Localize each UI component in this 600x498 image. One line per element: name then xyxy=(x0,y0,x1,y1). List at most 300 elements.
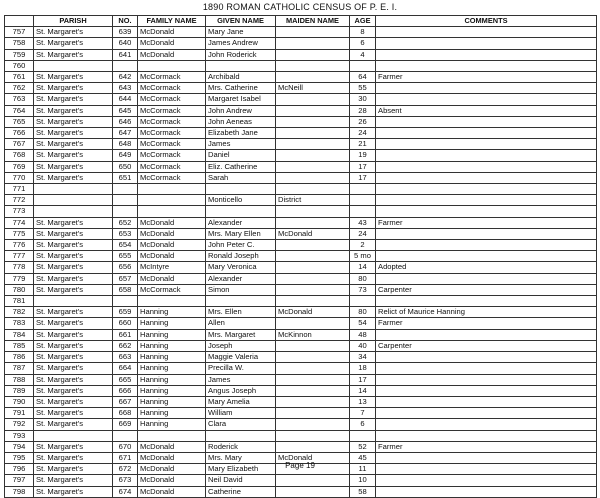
row-number-cell: 777 xyxy=(5,251,34,262)
age-cell: 14 xyxy=(350,385,376,396)
age-cell xyxy=(350,60,376,71)
maiden-name-cell xyxy=(276,172,350,183)
parish-cell: St. Margaret's xyxy=(34,128,113,139)
row-number-cell: 778 xyxy=(5,262,34,273)
maiden-name-cell xyxy=(276,273,350,284)
row-number-cell: 781 xyxy=(5,296,34,307)
given-name-cell: Mrs. Catherine xyxy=(206,83,276,94)
given-name-cell: James xyxy=(206,139,276,150)
age-cell: 4 xyxy=(350,49,376,60)
family-name-cell: McCormack xyxy=(138,83,206,94)
header-age: AGE xyxy=(350,16,376,27)
maiden-name-cell xyxy=(276,105,350,116)
entry-number-cell: 639 xyxy=(113,27,138,38)
parish-cell: St. Margaret's xyxy=(34,363,113,374)
parish-cell xyxy=(34,206,113,217)
parish-cell: St. Margaret's xyxy=(34,105,113,116)
given-name-cell: Alexander xyxy=(206,217,276,228)
maiden-name-cell xyxy=(276,419,350,430)
given-name-cell: John Peter C. xyxy=(206,240,276,251)
maiden-name-cell xyxy=(276,296,350,307)
maiden-name-cell xyxy=(276,475,350,486)
given-name-cell xyxy=(206,60,276,71)
given-name-cell: James xyxy=(206,374,276,385)
table-row xyxy=(5,184,597,195)
table-row xyxy=(5,441,597,452)
comments-cell xyxy=(376,374,597,385)
age-cell: 58 xyxy=(350,486,376,497)
parish-cell: St. Margaret's xyxy=(34,150,113,161)
family-name-cell: Hanning xyxy=(138,408,206,419)
parish-cell: St. Margaret's xyxy=(34,94,113,105)
parish-cell: St. Margaret's xyxy=(34,464,113,475)
entry-number-cell: 643 xyxy=(113,83,138,94)
header-maiden-name: MAIDEN NAME xyxy=(276,16,350,27)
table-row xyxy=(5,419,597,430)
family-name-cell: McCormack xyxy=(138,139,206,150)
family-name-cell xyxy=(138,195,206,206)
entry-number-cell: 640 xyxy=(113,38,138,49)
entry-number-cell: 656 xyxy=(113,262,138,273)
age-cell: 24 xyxy=(350,128,376,139)
given-name-cell: Daniel xyxy=(206,150,276,161)
given-name-cell xyxy=(206,206,276,217)
age-cell: 80 xyxy=(350,273,376,284)
family-name-cell: McDonald xyxy=(138,49,206,60)
given-name-cell xyxy=(206,184,276,195)
comments-cell xyxy=(376,251,597,262)
header-family-name: FAMILY NAME xyxy=(138,16,206,27)
comments-cell xyxy=(376,396,597,407)
parish-cell: St. Margaret's xyxy=(34,172,113,183)
table-row xyxy=(5,94,597,105)
entry-number-cell: 665 xyxy=(113,374,138,385)
family-name-cell xyxy=(138,206,206,217)
parish-cell: St. Margaret's xyxy=(34,284,113,295)
row-number-cell: 765 xyxy=(5,116,34,127)
family-name-cell: Hanning xyxy=(138,318,206,329)
given-name-cell: Maggie Valeria xyxy=(206,352,276,363)
page-title: 1890 ROMAN CATHOLIC CENSUS OF P. E. I. xyxy=(202,2,398,12)
maiden-name-cell xyxy=(276,340,350,351)
given-name-cell: Mrs. Mary Ellen xyxy=(206,228,276,239)
comments-cell xyxy=(376,240,597,251)
entry-number-cell: 667 xyxy=(113,396,138,407)
header-rownum xyxy=(5,16,34,27)
age-cell: 80 xyxy=(350,307,376,318)
entry-number-cell: 651 xyxy=(113,172,138,183)
family-name-cell: Hanning xyxy=(138,352,206,363)
family-name-cell xyxy=(138,296,206,307)
table-row xyxy=(5,139,597,150)
comments-cell xyxy=(376,430,597,441)
entry-number-cell: 659 xyxy=(113,307,138,318)
maiden-name-cell xyxy=(276,60,350,71)
table-row xyxy=(5,408,597,419)
age-cell: 17 xyxy=(350,374,376,385)
row-number-cell: 792 xyxy=(5,419,34,430)
comments-cell: Adopted xyxy=(376,262,597,273)
family-name-cell: Hanning xyxy=(138,374,206,385)
age-cell: 6 xyxy=(350,38,376,49)
comments-cell: Farmer xyxy=(376,217,597,228)
age-cell xyxy=(350,430,376,441)
comments-cell xyxy=(376,139,597,150)
maiden-name-cell: McDonald xyxy=(276,452,350,463)
row-number-cell: 762 xyxy=(5,83,34,94)
entry-number-cell: 650 xyxy=(113,161,138,172)
family-name-cell: Hanning xyxy=(138,363,206,374)
table-row xyxy=(5,307,597,318)
entry-number-cell: 652 xyxy=(113,217,138,228)
comments-cell: Carpenter xyxy=(376,340,597,351)
row-number-cell: 795 xyxy=(5,452,34,463)
maiden-name-cell xyxy=(276,38,350,49)
entry-number-cell xyxy=(113,195,138,206)
given-name-cell: Mary Jane xyxy=(206,27,276,38)
table-row xyxy=(5,296,597,307)
header-comments: COMMENTS xyxy=(376,16,597,27)
row-number-cell: 797 xyxy=(5,475,34,486)
family-name-cell: McDonald xyxy=(138,273,206,284)
family-name-cell: McDonald xyxy=(138,240,206,251)
maiden-name-cell xyxy=(276,161,350,172)
given-name-cell: Angus Joseph xyxy=(206,385,276,396)
family-name-cell: Hanning xyxy=(138,329,206,340)
row-number-cell: 791 xyxy=(5,408,34,419)
entry-number-cell: 649 xyxy=(113,150,138,161)
row-number-cell: 796 xyxy=(5,464,34,475)
family-name-cell: McIntyre xyxy=(138,262,206,273)
given-name-cell: Clara xyxy=(206,419,276,430)
maiden-name-cell xyxy=(276,72,350,83)
maiden-name-cell xyxy=(276,116,350,127)
row-number-cell: 773 xyxy=(5,206,34,217)
family-name-cell: Hanning xyxy=(138,340,206,351)
maiden-name-cell xyxy=(276,408,350,419)
comments-cell xyxy=(376,363,597,374)
entry-number-cell: 661 xyxy=(113,329,138,340)
table-row xyxy=(5,385,597,396)
comments-cell xyxy=(376,475,597,486)
age-cell: 55 xyxy=(350,83,376,94)
age-cell: 19 xyxy=(350,150,376,161)
parish-cell: St. Margaret's xyxy=(34,374,113,385)
given-name-cell: Elizabeth Jane xyxy=(206,128,276,139)
age-cell xyxy=(350,296,376,307)
table-row xyxy=(5,60,597,71)
parish-cell: St. Margaret's xyxy=(34,441,113,452)
entry-number-cell: 653 xyxy=(113,228,138,239)
maiden-name-cell xyxy=(276,430,350,441)
row-number-cell: 772 xyxy=(5,195,34,206)
given-name-cell: Mary Elizabeth xyxy=(206,464,276,475)
age-cell xyxy=(350,184,376,195)
given-name-cell: Alexander xyxy=(206,273,276,284)
parish-cell: St. Margaret's xyxy=(34,72,113,83)
parish-cell xyxy=(34,430,113,441)
age-cell: 6 xyxy=(350,419,376,430)
family-name-cell: McDonald xyxy=(138,441,206,452)
row-number-cell: 793 xyxy=(5,430,34,441)
table-row xyxy=(5,161,597,172)
row-number-cell: 785 xyxy=(5,340,34,351)
age-cell xyxy=(350,195,376,206)
given-name-cell: William xyxy=(206,408,276,419)
age-cell: 2 xyxy=(350,240,376,251)
comments-cell xyxy=(376,195,597,206)
family-name-cell: McCormack xyxy=(138,172,206,183)
parish-cell: St. Margaret's xyxy=(34,352,113,363)
age-cell: 24 xyxy=(350,228,376,239)
given-name-cell xyxy=(206,296,276,307)
maiden-name-cell xyxy=(276,374,350,385)
parish-cell: St. Margaret's xyxy=(34,139,113,150)
age-cell: 10 xyxy=(350,475,376,486)
maiden-name-cell xyxy=(276,94,350,105)
age-cell: 45 xyxy=(350,452,376,463)
entry-number-cell: 641 xyxy=(113,49,138,60)
table-row xyxy=(5,486,597,497)
table-row xyxy=(5,150,597,161)
page-number: Page 19 xyxy=(285,461,315,470)
parish-cell: St. Margaret's xyxy=(34,228,113,239)
family-name-cell xyxy=(138,60,206,71)
family-name-cell: McDonald xyxy=(138,452,206,463)
age-cell: 5 mo xyxy=(350,251,376,262)
table-row xyxy=(5,206,597,217)
comments-cell xyxy=(376,94,597,105)
table-row xyxy=(5,240,597,251)
comments-cell xyxy=(376,60,597,71)
row-number-cell: 761 xyxy=(5,72,34,83)
table-row xyxy=(5,352,597,363)
parish-cell xyxy=(34,296,113,307)
comments-cell: Farmer xyxy=(376,72,597,83)
comments-cell xyxy=(376,172,597,183)
row-number-cell: 769 xyxy=(5,161,34,172)
given-name-cell: Mrs. Ellen xyxy=(206,307,276,318)
entry-number-cell: 658 xyxy=(113,284,138,295)
given-name-cell: Simon xyxy=(206,284,276,295)
row-number-cell: 764 xyxy=(5,105,34,116)
entry-number-cell: 648 xyxy=(113,139,138,150)
entry-number-cell: 674 xyxy=(113,486,138,497)
comments-cell: Farmer xyxy=(376,318,597,329)
age-cell: 52 xyxy=(350,441,376,452)
age-cell: 43 xyxy=(350,217,376,228)
table-row xyxy=(5,318,597,329)
entry-number-cell: 672 xyxy=(113,464,138,475)
parish-cell: St. Margaret's xyxy=(34,419,113,430)
table-row xyxy=(5,251,597,262)
table-row xyxy=(5,475,597,486)
maiden-name-cell xyxy=(276,240,350,251)
family-name-cell: McDonald xyxy=(138,464,206,475)
given-name-cell: Mrs. Margaret xyxy=(206,329,276,340)
maiden-name-cell xyxy=(276,206,350,217)
parish-cell: St. Margaret's xyxy=(34,262,113,273)
age-cell: 17 xyxy=(350,161,376,172)
entry-number-cell: 670 xyxy=(113,441,138,452)
maiden-name-cell xyxy=(276,184,350,195)
given-name-cell: James Andrew xyxy=(206,38,276,49)
row-number-cell: 766 xyxy=(5,128,34,139)
maiden-name-cell xyxy=(276,262,350,273)
comments-cell xyxy=(376,161,597,172)
parish-cell: St. Margaret's xyxy=(34,340,113,351)
table-row xyxy=(5,262,597,273)
table-row xyxy=(5,284,597,295)
age-cell: 73 xyxy=(350,284,376,295)
parish-cell: St. Margaret's xyxy=(34,486,113,497)
given-name-cell: Archibald xyxy=(206,72,276,83)
maiden-name-cell xyxy=(276,27,350,38)
comments-cell xyxy=(376,296,597,307)
parish-cell: St. Margaret's xyxy=(34,49,113,60)
family-name-cell: McDonald xyxy=(138,38,206,49)
entry-number-cell: 663 xyxy=(113,352,138,363)
table-row xyxy=(5,228,597,239)
comments-cell: Absent xyxy=(376,105,597,116)
table-row xyxy=(5,363,597,374)
entry-number-cell: 655 xyxy=(113,251,138,262)
family-name-cell: McDonald xyxy=(138,27,206,38)
row-number-cell: 789 xyxy=(5,385,34,396)
census-table xyxy=(4,15,597,498)
comments-cell xyxy=(376,352,597,363)
table-row xyxy=(5,128,597,139)
row-number-cell: 767 xyxy=(5,139,34,150)
parish-cell: St. Margaret's xyxy=(34,475,113,486)
age-cell: 28 xyxy=(350,105,376,116)
maiden-name-cell xyxy=(276,441,350,452)
table-row xyxy=(5,195,597,206)
age-cell xyxy=(350,206,376,217)
row-number-cell: 759 xyxy=(5,49,34,60)
age-cell: 64 xyxy=(350,72,376,83)
row-number-cell: 763 xyxy=(5,94,34,105)
family-name-cell: McCormack xyxy=(138,94,206,105)
parish-cell: St. Margaret's xyxy=(34,83,113,94)
parish-cell xyxy=(34,60,113,71)
maiden-name-cell xyxy=(276,486,350,497)
maiden-name-cell xyxy=(276,49,350,60)
family-name-cell: McCormack xyxy=(138,72,206,83)
row-number-cell: 757 xyxy=(5,27,34,38)
maiden-name-cell xyxy=(276,139,350,150)
age-cell: 14 xyxy=(350,262,376,273)
parish-cell: St. Margaret's xyxy=(34,307,113,318)
parish-cell: St. Margaret's xyxy=(34,329,113,340)
given-name-cell: Mary Amelia xyxy=(206,396,276,407)
entry-number-cell xyxy=(113,430,138,441)
table-row xyxy=(5,105,597,116)
row-number-cell: 780 xyxy=(5,284,34,295)
parish-cell: St. Margaret's xyxy=(34,251,113,262)
age-cell: 8 xyxy=(350,27,376,38)
comments-cell: Relict of Maurice Hanning xyxy=(376,307,597,318)
given-name-cell: Roderick xyxy=(206,441,276,452)
given-name-cell: Joseph xyxy=(206,340,276,351)
row-number-cell: 782 xyxy=(5,307,34,318)
comments-cell xyxy=(376,385,597,396)
parish-cell: St. Margaret's xyxy=(34,318,113,329)
table-row xyxy=(5,49,597,60)
comments-cell xyxy=(376,128,597,139)
entry-number-cell: 662 xyxy=(113,340,138,351)
comments-cell xyxy=(376,38,597,49)
family-name-cell: McCormack xyxy=(138,105,206,116)
maiden-name-cell: District xyxy=(276,195,350,206)
row-number-cell: 776 xyxy=(5,240,34,251)
maiden-name-cell xyxy=(276,352,350,363)
header-no: NO. xyxy=(113,16,138,27)
entry-number-cell: 666 xyxy=(113,385,138,396)
entry-number-cell xyxy=(113,296,138,307)
comments-cell xyxy=(376,228,597,239)
entry-number-cell: 669 xyxy=(113,419,138,430)
header-row xyxy=(5,16,597,27)
comments-cell xyxy=(376,83,597,94)
age-cell: 34 xyxy=(350,352,376,363)
row-number-cell: 758 xyxy=(5,38,34,49)
given-name-cell: Ronald Joseph xyxy=(206,251,276,262)
age-cell: 48 xyxy=(350,329,376,340)
entry-number-cell: 642 xyxy=(113,72,138,83)
maiden-name-cell xyxy=(276,150,350,161)
given-name-cell: John Aeneas xyxy=(206,116,276,127)
maiden-name-cell xyxy=(276,251,350,262)
parish-cell: St. Margaret's xyxy=(34,38,113,49)
entry-number-cell: 657 xyxy=(113,273,138,284)
table-row xyxy=(5,430,597,441)
age-cell: 30 xyxy=(350,94,376,105)
family-name-cell: McDonald xyxy=(138,217,206,228)
row-number-cell: 788 xyxy=(5,374,34,385)
row-number-cell: 775 xyxy=(5,228,34,239)
comments-cell: Carpenter xyxy=(376,284,597,295)
family-name-cell: McCormack xyxy=(138,150,206,161)
given-name-cell: Mary Veronica xyxy=(206,262,276,273)
row-number-cell: 787 xyxy=(5,363,34,374)
table-row xyxy=(5,83,597,94)
header-given-name: GIVEN NAME xyxy=(206,16,276,27)
table-row xyxy=(5,374,597,385)
family-name-cell: McDonald xyxy=(138,251,206,262)
parish-cell: St. Margaret's xyxy=(34,408,113,419)
given-name-cell: Sarah xyxy=(206,172,276,183)
family-name-cell: McDonald xyxy=(138,228,206,239)
entry-number-cell: 673 xyxy=(113,475,138,486)
comments-cell xyxy=(376,408,597,419)
entry-number-cell: 671 xyxy=(113,452,138,463)
age-cell: 40 xyxy=(350,340,376,351)
family-name-cell: McDonald xyxy=(138,486,206,497)
comments-cell xyxy=(376,419,597,430)
row-number-cell: 770 xyxy=(5,172,34,183)
row-number-cell: 779 xyxy=(5,273,34,284)
family-name-cell: McDonald xyxy=(138,475,206,486)
row-number-cell: 798 xyxy=(5,486,34,497)
entry-number-cell: 645 xyxy=(113,105,138,116)
maiden-name-cell xyxy=(276,284,350,295)
maiden-name-cell xyxy=(276,217,350,228)
parish-cell xyxy=(34,184,113,195)
family-name-cell: Hanning xyxy=(138,307,206,318)
table-row xyxy=(5,217,597,228)
parish-cell: St. Margaret's xyxy=(34,217,113,228)
